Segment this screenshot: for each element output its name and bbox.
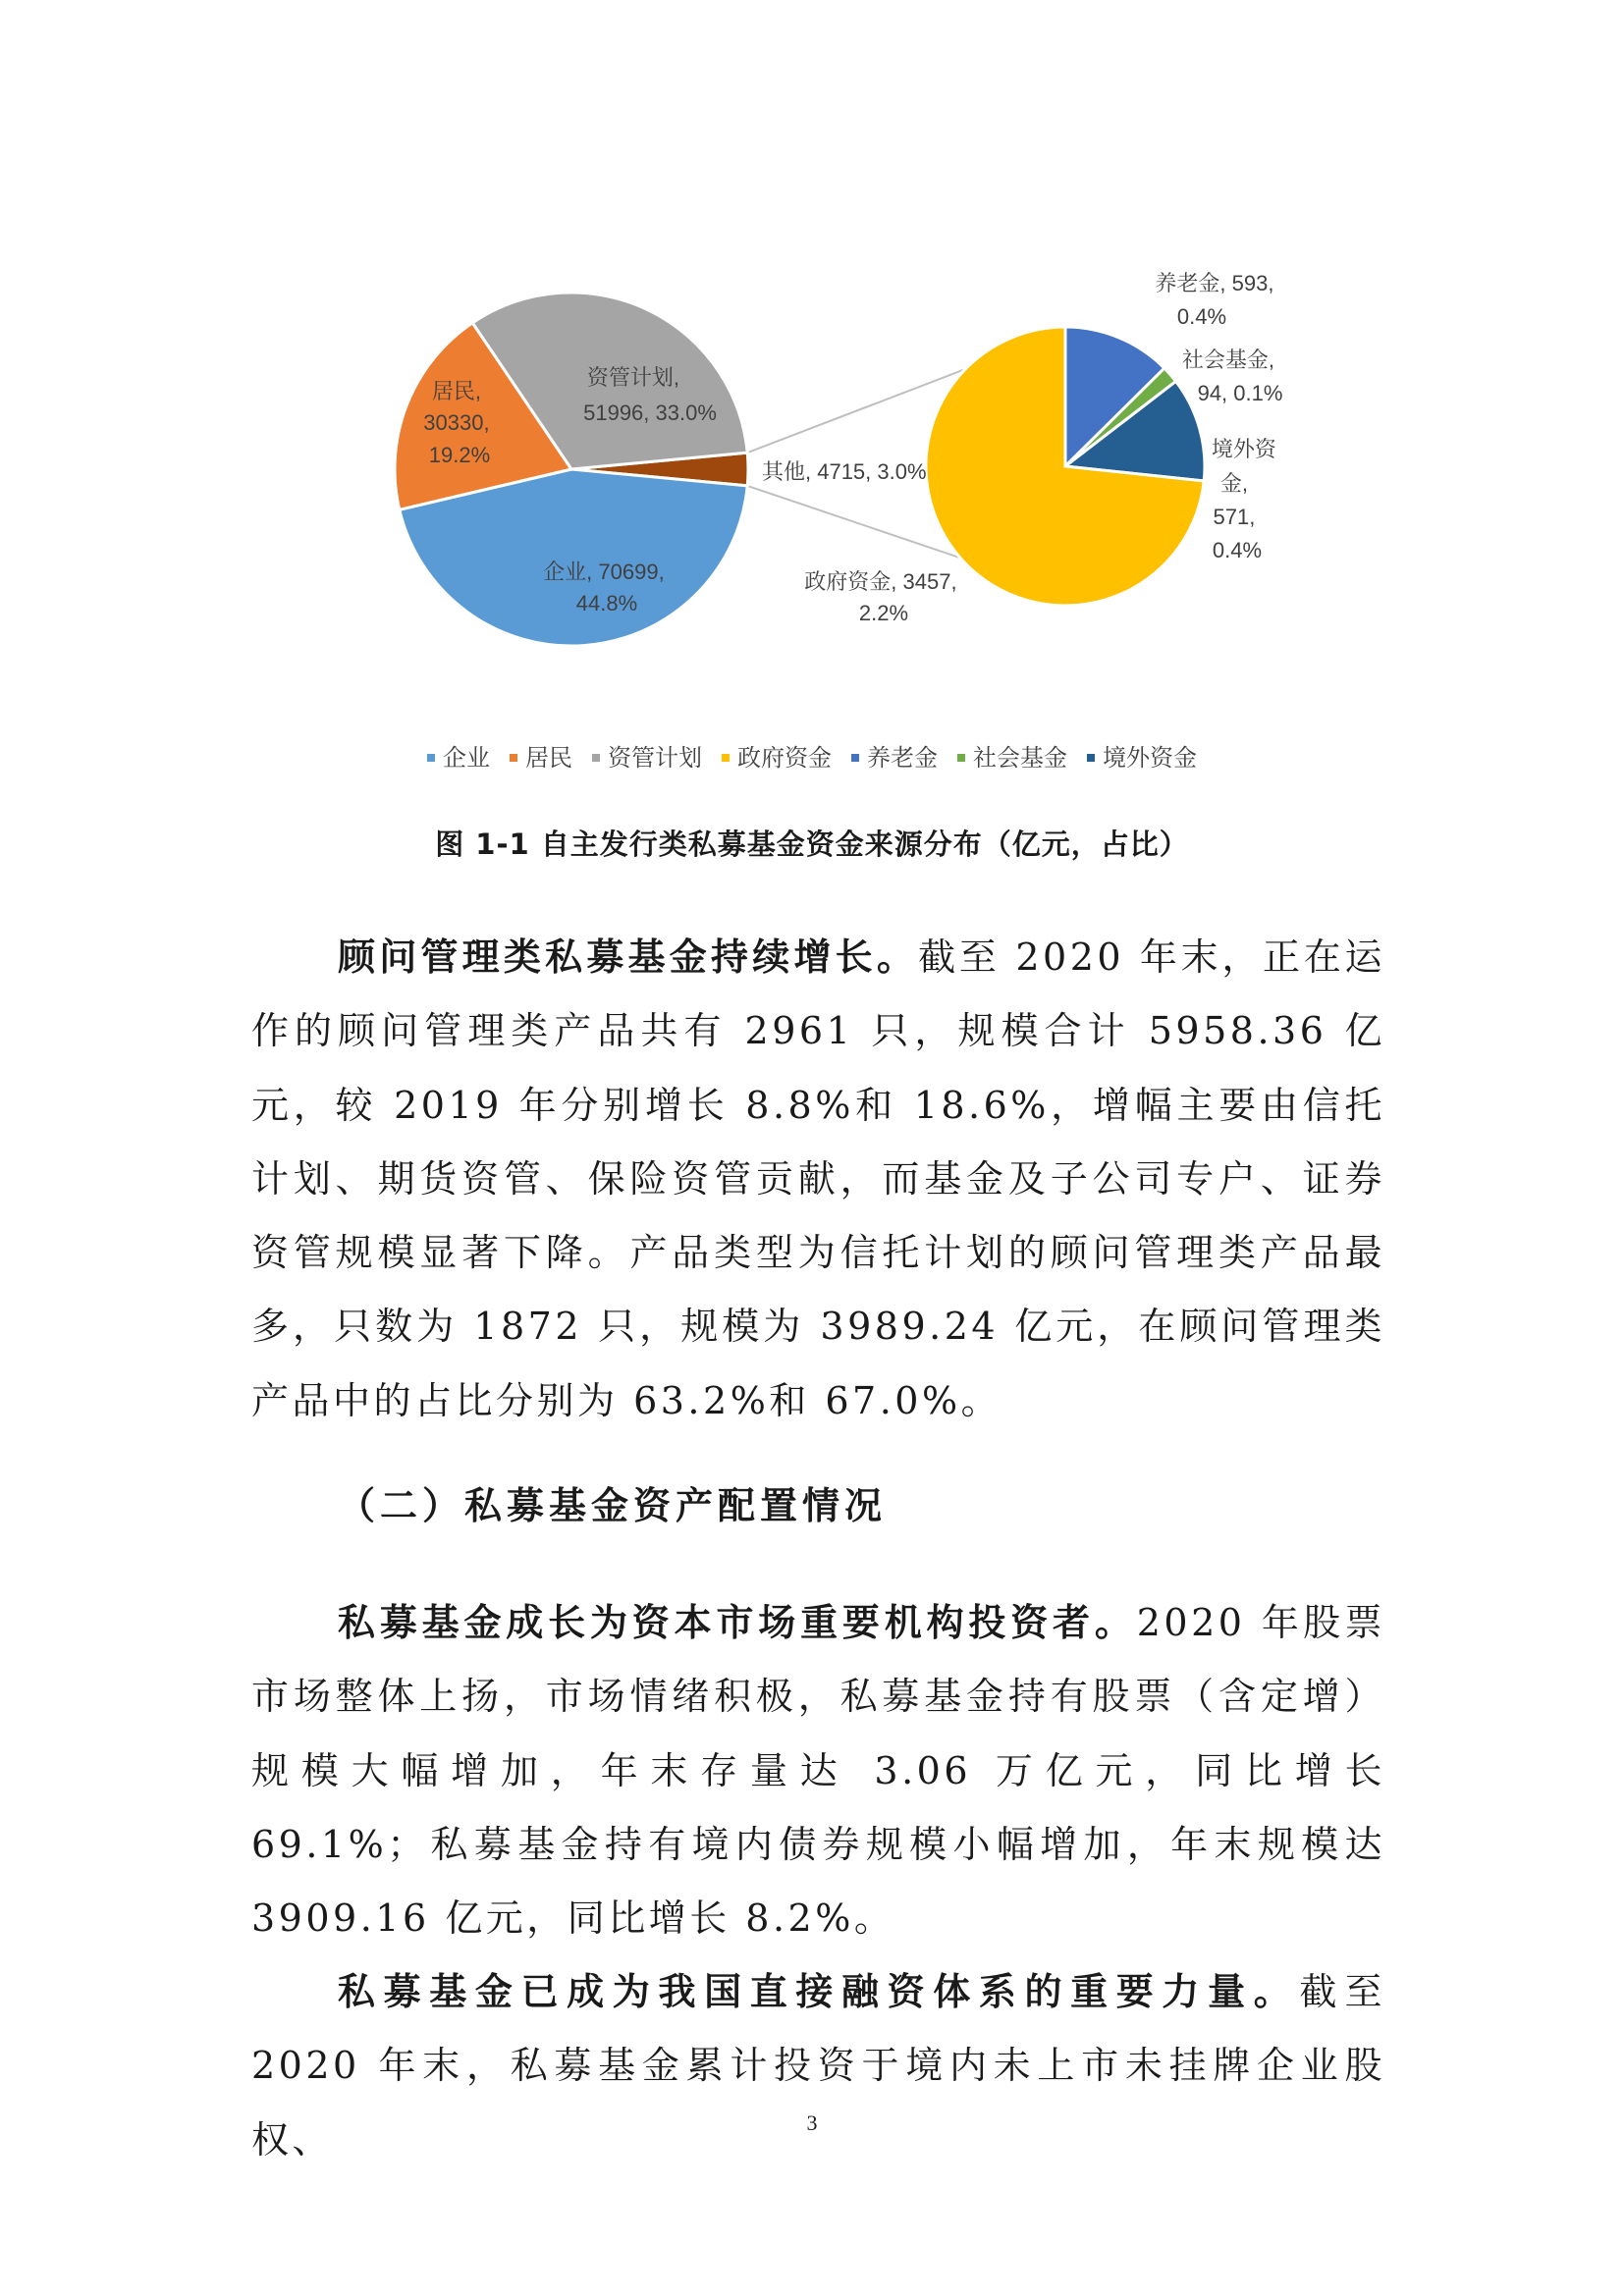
label-enterprise: 企业, 70699, 44.8%	[543, 560, 665, 615]
legend-swatch	[592, 754, 600, 762]
section-heading: （二）私募基金资产配置情况	[338, 1484, 888, 1527]
legend-swatch	[510, 754, 517, 762]
secondary-pie	[926, 327, 1205, 606]
label-pension: 养老金, 593, 0.4%	[1155, 271, 1274, 329]
paragraph-body: 2020 年股票市场整体上扬，市场情绪积极，私募基金持有股票（含定增）规模大幅增加，年末存量达 3.06 万亿元，同比增长 69.1%；私募基金持有境内债券规模小幅增加，年末规模达 3909.16 亿元，同比增长 8.2%。	[251, 1601, 1385, 1941]
paragraph-lead: 私募基金已成为我国直接融资体系的重要力量。	[338, 1970, 1300, 2013]
label-government-funds: 政府资金, 3457, 2.2%	[804, 569, 957, 625]
page-number: 3	[806, 2110, 818, 2135]
paragraph-lead: 私募基金成长为资本市场重要机构投资者。	[338, 1601, 1137, 1644]
legend-swatch	[851, 754, 859, 762]
paragraph-direct-financing	[251, 1955, 1385, 2177]
label-asset-management-plan: 资管计划, 51996, 33.0%	[583, 365, 717, 425]
chart-legend	[0, 738, 1624, 773]
paragraph-institutional-investor	[251, 1586, 1385, 1955]
legend-swatch	[1087, 754, 1095, 762]
legend-swatch	[722, 754, 730, 762]
legend-item-asset-management-plan: 资管计划	[592, 738, 702, 773]
paragraph-body: 截至 2020 年末，正在运作的顾问管理类产品共有 2961 只，规模合计 5958.36 亿元，较 2019 年分别增长 8.8%和 18.6%，增幅主要由信托计划、期货资管、保险资管贡献，而基金及子公司专户、证券资管规模显著下降。产品类型为信托计划的顾问管理类产品最多，只数为 1872 只，规模为 3989.24 亿元，在顾问管理类产品中的占比分别为 63.2%和 67.0%。	[251, 935, 1385, 1422]
figure-caption: 图 1-1 自主发行类私募基金资金来源分布（亿元，占比）	[435, 828, 1189, 861]
paragraph-lead: 顾问管理类私募基金持续增长。	[338, 935, 919, 979]
legend-item-overseas-funds: 境外资金	[1087, 738, 1197, 773]
legend-item-residents: 居民	[510, 738, 572, 773]
bar-of-pie-chart	[0, 0, 1624, 726]
legend-item-enterprise: 企业	[427, 738, 490, 773]
main-pie	[395, 293, 748, 646]
legend-swatch	[427, 754, 435, 762]
label-residents: 居民, 30330, 19.2%	[423, 379, 491, 467]
legend-item-pension: 养老金	[851, 738, 938, 773]
label-overseas-funds: 境外资 金, 571, 0.4%	[1211, 437, 1276, 562]
legend-item-government-funds: 政府资金	[722, 738, 832, 773]
label-social-fund: 社会基金, 94, 0.1%	[1181, 347, 1283, 405]
paragraph-advisory-funds	[251, 921, 1385, 1438]
legend-swatch	[957, 754, 965, 762]
legend-item-social-fund: 社会基金	[957, 738, 1067, 773]
label-other: 其他, 4715, 3.0%	[762, 459, 927, 484]
paragraph-body: 截至 2020 年末，私募基金累计投资于境内未上市未挂牌企业股权、	[251, 1970, 1385, 2162]
